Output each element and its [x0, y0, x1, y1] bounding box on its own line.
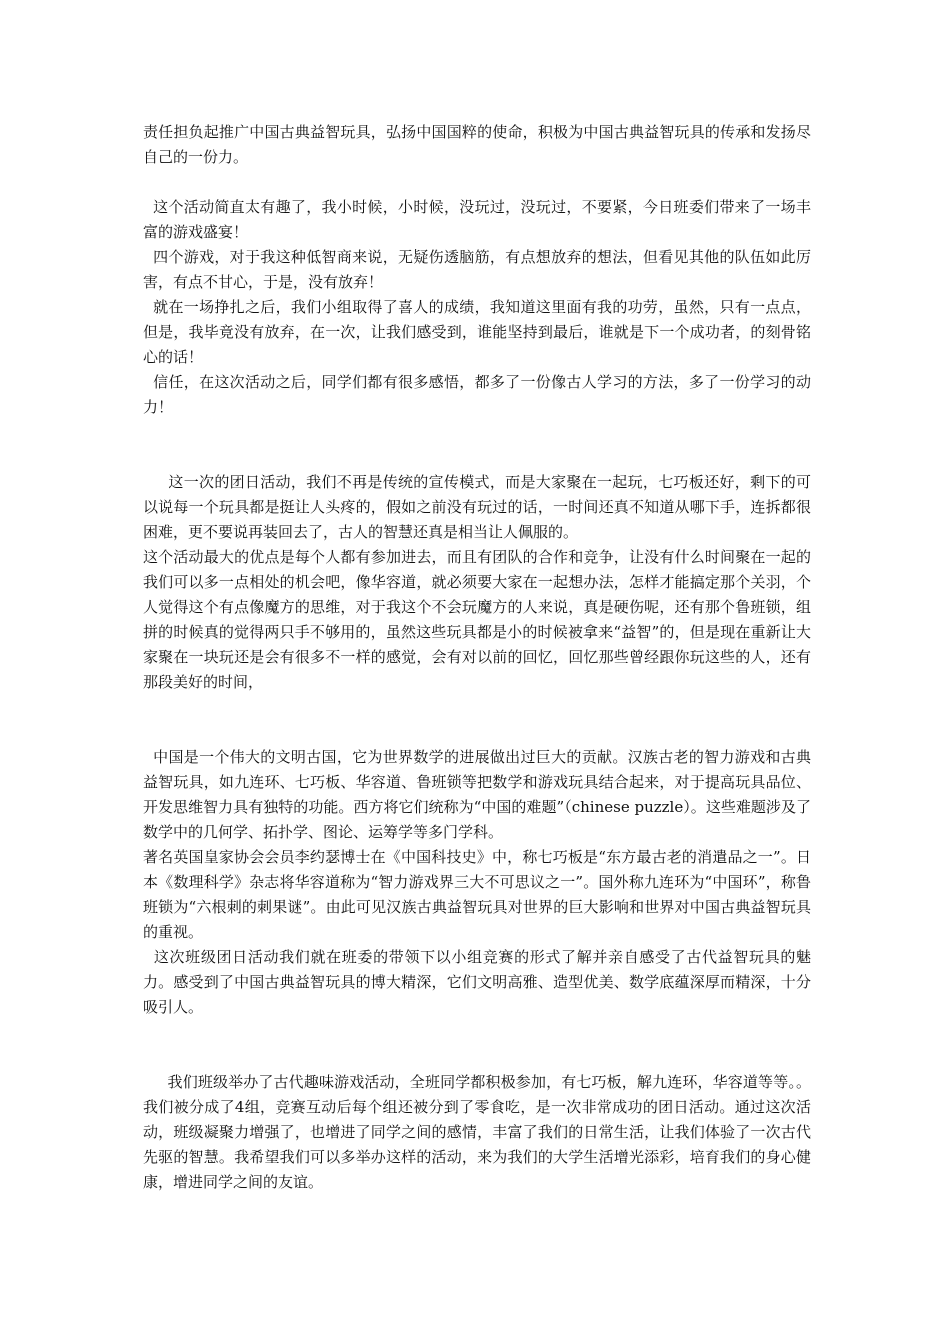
paragraph-trust: 信任，在这次活动之后，同学们都有很多感悟，都多了一份像古人学习的方法，多了一份学习的动力！: [143, 373, 811, 416]
paragraph-advantages: 这个活动最大的优点是每个人都有参加进去，而且有团队的合作和竞争，让没有什么时间聚在一起的我们可以多一点相处的机会吧，像华容道，就必须要大家在一起想办法，怎样才能搞定那个关羽，个人觉得这个有点像魔方的思维，对于我这个不会玩魔方的人来说，真是硬伤呢，还有那个鲁班锁，组拼的时候真的觉得两只手不够用的，虽然这些玩具都是小的时候被拿来“益智”的，但是现在重新让大家聚在一块玩还是会有很多不一样的感觉，会有对以前的回忆，回忆那些曾经跟你玩这些的人，还有那段美好的时间，: [143, 548, 811, 691]
paragraph-team-day: 这一次的团日活动，我们不再是传统的宣传模式，而是大家聚在一起玩，七巧板还好，剩下的可以说每一个玩具都是挺让人头疼的，假如之前没有玩过的话，一时间还真不知道从哪下手，连拆都很困难，更不要说再装回去了，古人的智慧还真是相当让人佩服的。: [143, 473, 811, 541]
paragraph-struggle: 就在一场挣扎之后，我们小组取得了喜人的成绩，我知道这里面有我的功劳，虽然，只有一点点，但是，我毕竟没有放弃，在一次，让我们感受到，谁能坚持到最后，谁就是下一个成功者，的刻骨铭心的话！: [143, 298, 811, 366]
paragraph-competition: 这次班级团日活动我们就在班委的带领下以小组竞赛的形式了解并亲自感受了古代益智玩具的魅力。感受到了中国古典益智玩具的博大精深，它们文明高雅、造型优美、数学底蕴深厚而精深，十分吸引人。: [143, 948, 811, 1016]
section-gap: [143, 420, 811, 470]
paragraph-needham: 著名英国皇家协会会员李约瑟博士在《中国科技史》中，称七巧板是“东方最古老的消遣品之一”。日本《数理科学》杂志将华容道称为“智力游戏界三大不可思议之一”。国外称九连环为“中国环”，称鲁班锁为“六根刺的刺果谜”。由此可见汉族古典益智玩具对世界的巨大影响和世界对中国古典益智玩具的重视。: [143, 848, 811, 941]
section-gap: [143, 1020, 811, 1070]
paragraph-china-math: 中国是一个伟大的文明古国，它为世界数学的进展做出过巨大的贡献。汉族古老的智力游戏和古典益智玩具，如九连环、七巧板、华容道、鲁班锁等把数学和游戏玩具结合起来，对于提高玩具品位、开发思维智力具有独特的功能。西方将它们统称为“中国的难题”（chinese puzzle）。这些难题涉及了数学中的几何学、拓扑学、图论、运筹学等多门学科。: [143, 748, 811, 841]
document-page: [143, 120, 811, 1195]
paragraph-class-event: 我们班级举办了古代趣味游戏活动，全班同学都积极参加，有七巧板，解九连环，华容道等等。。我们被分成了4组，竞赛互动后每个组还被分到了零食吃，是一次非常成功的团日活动。通过这次活动，班级凝聚力增强了，也增进了同学之间的感情，丰富了我们的日常生活，让我们体验了一次古代先驱的智慧。我希望我们可以多举办这样的活动，来为我们的大学生活增光添彩，培育我们的身心健康，增进同学之间的友谊。: [143, 1073, 811, 1191]
section-gap: [143, 695, 811, 745]
paragraph-activity-fun: 这个活动简直太有趣了，我小时候，小时候，没玩过，没玩过，不要紧，今日班委们带来了一场丰富的游戏盛宴！: [143, 198, 811, 241]
paragraph-gap: [143, 170, 811, 195]
paragraph-four-games: 四个游戏，对于我这种低智商来说，无疑伤透脑筋，有点想放弃的想法，但看见其他的队伍如此厉害，有点不甘心，于是，没有放弃！: [143, 248, 811, 291]
paragraph-responsibility: 责任担负起推广中国古典益智玩具，弘扬中国国粹的使命，积极为中国古典益智玩具的传承和发扬尽自己的一份力。: [143, 123, 811, 166]
